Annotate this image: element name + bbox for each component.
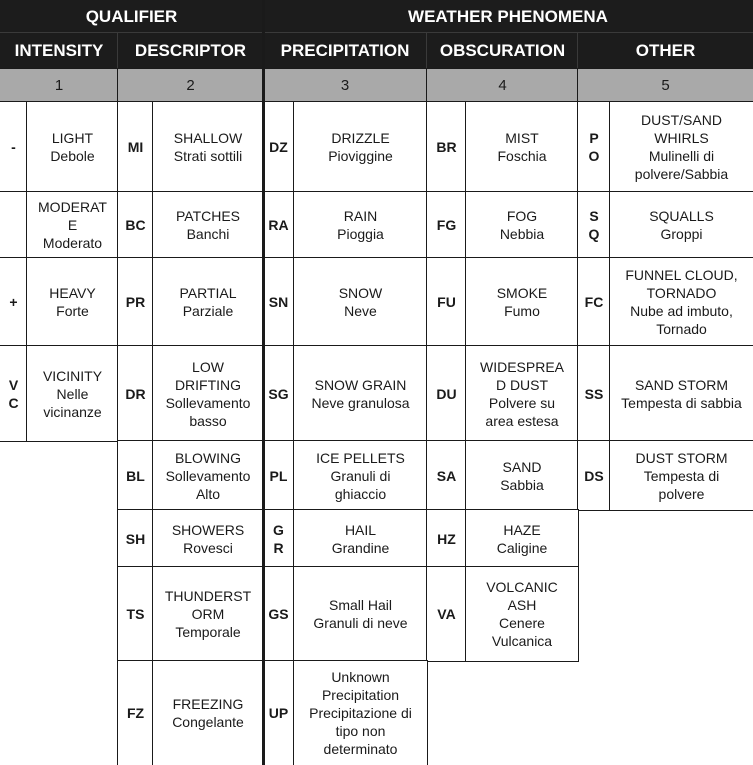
code-text: BC [125, 217, 146, 233]
description-line: Precipitazione di [309, 705, 412, 721]
obscuration-code [427, 192, 466, 258]
code-text: + [9, 294, 18, 310]
code-text: FG [436, 217, 457, 233]
description-line: SNOW GRAIN [314, 376, 407, 393]
description-line: Precipitation [321, 687, 400, 703]
description-line: ICE PELLETS [316, 449, 405, 466]
code-text: DU [436, 385, 457, 402]
other-code [578, 102, 610, 192]
description-line: DUST/SAND [641, 112, 722, 128]
code-text: - [11, 139, 16, 155]
obscuration-code [427, 102, 466, 192]
other-code [578, 441, 610, 510]
descriptor-code [118, 102, 153, 192]
intensity-code [0, 192, 27, 258]
obscuration-description [466, 567, 578, 661]
intensity-code [0, 258, 27, 346]
descriptor-code [118, 567, 153, 661]
description-line: FUNNEL CLOUD, [625, 267, 738, 283]
description-line: Unknown [331, 669, 390, 685]
description-line: Granuli di [330, 467, 391, 484]
other-code [578, 258, 610, 346]
precipitation-code [263, 567, 294, 661]
code-text: HZ [437, 530, 456, 547]
precipitation-description [294, 441, 427, 510]
description-line: HEAVY [49, 285, 96, 301]
intensity-description [27, 102, 118, 192]
precipitation-description [294, 510, 427, 567]
precipitation-description [294, 661, 427, 765]
code-text: VA [437, 606, 456, 622]
description-line: RAIN [343, 208, 378, 224]
description-line: BLOWING [174, 449, 242, 466]
precipitation-description [294, 192, 427, 258]
obscuration-description [466, 192, 578, 258]
description-line: VICINITY [42, 367, 103, 384]
description-line: Tornado [656, 321, 707, 337]
description-line: Sollevamento [165, 394, 251, 411]
description-line: LOW [192, 358, 224, 375]
precipitation-code [263, 510, 294, 567]
code-text: FZ [126, 705, 145, 721]
description-line: MODERAT [38, 199, 107, 215]
descriptor-code [118, 441, 153, 510]
precipitation-description [294, 346, 427, 441]
description-line: HAIL [344, 521, 377, 538]
descriptor-description [153, 192, 263, 258]
description-line: Small Hail [328, 597, 392, 613]
precipitation-code [263, 661, 294, 765]
intensity-description [27, 258, 118, 346]
description-line: Nube ad imbuto, [630, 303, 733, 319]
descriptor-description [153, 346, 263, 441]
code-text: S [589, 208, 599, 224]
description-line: Vulcanica [491, 633, 553, 649]
code-text: DZ [269, 139, 288, 155]
description-line: Pioggia [337, 226, 384, 242]
code-text: PR [125, 294, 146, 310]
description-line: Nelle [56, 385, 89, 402]
description-line: E [67, 217, 78, 233]
code-text: UP [268, 705, 289, 721]
header-obscuration: OBSCURATION [427, 33, 578, 69]
description-line: Neve granulosa [311, 394, 410, 411]
precipitation-code [263, 102, 294, 192]
description-line: D DUST [495, 376, 549, 393]
code-text: SN [268, 294, 289, 310]
description-line: Caligine [496, 539, 548, 556]
description-line: SAND STORM [634, 376, 729, 393]
description-line: SNOW [338, 285, 383, 301]
obscuration-code [427, 510, 466, 567]
description-line: ORM [191, 606, 225, 622]
description-line: Fumo [504, 303, 540, 319]
header-intensity: INTENSITY [0, 33, 118, 69]
other-description [610, 258, 753, 346]
description-line: basso [189, 412, 227, 429]
column-number: 1 [0, 69, 118, 102]
obscuration-code [427, 441, 466, 510]
intensity-code [0, 102, 27, 192]
column-number: 3 [263, 69, 427, 102]
description-line: Grandine [331, 539, 390, 556]
header-other: OTHER [578, 33, 753, 69]
code-text: DR [125, 385, 146, 402]
descriptor-code [118, 510, 153, 567]
header-precipitation: PRECIPITATION [263, 33, 427, 69]
obscuration-code [427, 346, 466, 441]
description-line: Temporale [175, 624, 241, 640]
descriptor-description [153, 567, 263, 661]
descriptor-description [153, 258, 263, 346]
obscuration-code [427, 567, 466, 661]
description-line: Tempesta di sabbia [621, 394, 742, 411]
descriptor-description [153, 102, 263, 192]
header-weather-phenomena: WEATHER PHENOMENA [263, 0, 753, 33]
description-line: Cenere [499, 615, 545, 631]
obscuration-code [427, 258, 466, 346]
code-text: Q [588, 226, 600, 242]
descriptor-description [153, 441, 263, 510]
description-line: Rovesci [183, 539, 233, 556]
precipitation-code [263, 192, 294, 258]
precipitation-code [263, 346, 294, 441]
descriptor-code [118, 192, 153, 258]
code-text: SH [125, 530, 146, 547]
precipitation-description [294, 102, 427, 192]
obscuration-description [466, 346, 578, 441]
description-line: PATCHES [175, 208, 241, 224]
description-line: LIGHT [51, 130, 94, 146]
other-description [610, 346, 753, 441]
intensity-description [27, 192, 118, 258]
code-text: BL [126, 467, 145, 484]
code-text: TS [126, 606, 145, 622]
description-line: Foschia [497, 148, 547, 164]
description-line: polvere/Sabbia [634, 166, 729, 182]
description-line: vicinanze [43, 403, 102, 420]
code-text: GS [268, 606, 289, 622]
obscuration-description [466, 441, 578, 510]
description-line: ghiaccio [334, 485, 387, 502]
intensity-code [0, 346, 27, 441]
code-text: BR [436, 139, 457, 155]
description-line: Congelante [172, 714, 244, 730]
code-text: C [8, 394, 19, 411]
description-line: polvere [658, 485, 705, 502]
obscuration-description [466, 510, 578, 567]
description-line: Forte [56, 303, 89, 319]
description-line: DRIFTING [174, 376, 242, 393]
description-line: TORNADO [646, 285, 717, 301]
description-line: FOG [506, 208, 538, 224]
description-line: Pioviggine [328, 148, 393, 164]
other-code [578, 346, 610, 441]
description-line: Sabbia [500, 476, 544, 493]
description-line: SAND [502, 458, 542, 475]
code-text: FU [437, 294, 456, 310]
precipitation-description [294, 567, 427, 661]
code-text: P [589, 130, 599, 146]
description-line: Neve [344, 303, 377, 319]
description-line: SHOWERS [171, 521, 245, 538]
column-number: 2 [118, 69, 263, 102]
code-text: G [273, 521, 284, 538]
descriptor-code [118, 258, 153, 346]
section-divider [262, 0, 265, 765]
code-text: RA [268, 217, 289, 233]
description-line: Mulinelli di [648, 148, 715, 164]
code-text: SG [268, 385, 289, 402]
description-line: SQUALLS [649, 208, 714, 224]
code-text: DS [584, 467, 604, 484]
description-line: Moderato [42, 235, 103, 251]
description-line: Banchi [186, 226, 230, 242]
description-line: FREEZING [172, 696, 244, 712]
intensity-description [27, 346, 118, 441]
description-line: WHIRLS [654, 130, 709, 146]
precipitation-code [263, 258, 294, 346]
description-line: area estesa [485, 412, 559, 429]
description-line: SMOKE [496, 285, 548, 301]
description-line: THUNDERST [164, 588, 252, 604]
description-line: Polvere su [488, 394, 556, 411]
description-line: tipo non [335, 723, 386, 739]
description-line: SHALLOW [173, 130, 243, 146]
description-line: Tempesta di [643, 467, 720, 484]
description-line: DUST STORM [635, 449, 728, 466]
code-text: FC [584, 294, 604, 310]
code-text: PL [269, 467, 288, 484]
code-text: SA [436, 467, 457, 484]
code-text: R [273, 539, 284, 556]
header-qualifier: QUALIFIER [0, 0, 263, 33]
code-text: V [8, 376, 19, 393]
descriptor-description [153, 510, 263, 567]
column-number: 4 [427, 69, 578, 102]
other-description [610, 102, 753, 192]
description-line: MIST [505, 130, 539, 146]
obscuration-description [466, 102, 578, 192]
description-line: Sollevamento [165, 467, 251, 484]
code-text: MI [127, 139, 144, 155]
column-number: 5 [578, 69, 753, 102]
other-code [578, 192, 610, 258]
obscuration-description [466, 258, 578, 346]
description-line: Parziale [182, 303, 234, 319]
precipitation-code [263, 441, 294, 510]
description-line: Strati sottili [173, 148, 243, 164]
description-line: determinato [323, 741, 398, 757]
description-line: Alto [195, 485, 221, 502]
description-line: Groppi [660, 226, 703, 242]
description-line: WIDESPREA [479, 358, 564, 375]
descriptor-code [118, 661, 153, 765]
header-descriptor: DESCRIPTOR [118, 33, 263, 69]
description-line: PARTIAL [179, 285, 237, 301]
other-description [610, 192, 753, 258]
description-line: Granuli di neve [313, 615, 408, 631]
description-line: ASH [507, 597, 537, 613]
code-text: SS [584, 385, 604, 402]
descriptor-description [153, 661, 263, 765]
precipitation-description [294, 258, 427, 346]
description-line: Nebbia [499, 226, 545, 242]
description-line: VOLCANIC [486, 579, 558, 595]
description-line: HAZE [503, 521, 541, 538]
description-line: Debole [50, 148, 95, 164]
other-description [610, 441, 753, 510]
code-text: O [588, 148, 600, 164]
descriptor-code [118, 346, 153, 441]
description-line: DRIZZLE [331, 130, 390, 146]
